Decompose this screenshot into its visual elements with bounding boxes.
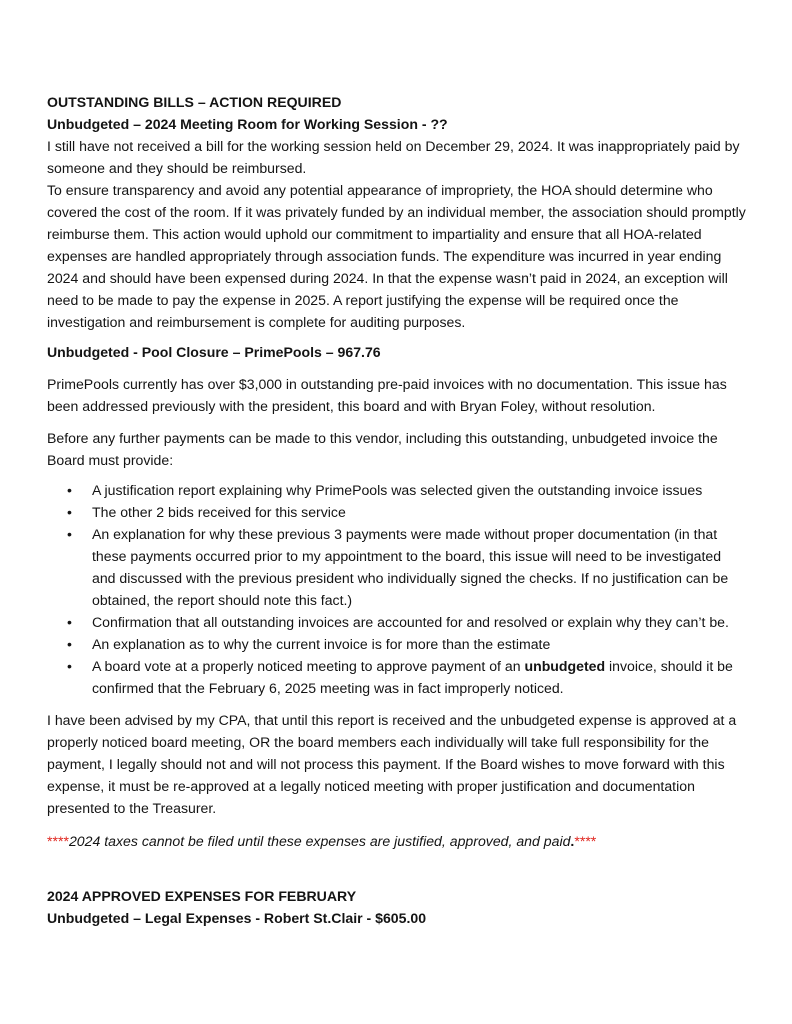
bullet-glyph: • [67,636,72,652]
list-item [47,523,747,611]
meeting-room-paragraph-2: To ensure transparency and avoid any potential appearance of impropriety, the HOA should determine who covered the cost of the room. If it was privately funded by an individual member, the association should promptly reimburse them. This action would uphold our commitment to impartiality and ensure that all HOA-related expenses are handled appropriately through association funds. The expenditure was incurred in year ending 2024 and should have been expensed during 2024. In that the expense wasn’t paid in 2024, an exception will need to be made to pay the expense in 2025. A report justifying the expense will be required once the investigation and reimbursement is complete for auditing purposes. [47,182,746,330]
pool-closure-paragraph-2: Before any further payments can be made to this vendor, including this outstanding, unbudgeted invoice the Board must provide: [47,430,718,468]
bullet-glyph: • [67,504,72,520]
board-requirements-list [47,479,747,699]
list-item-text: An explanation for why these previous 3 payments were made without proper documentation (in that these payments occurred prior to my appointment to the board, this issue will need to be investigated and discussed with the previous president who individually signed the checks. If no justification can be obtained, the report should note this fact.) [92,526,729,608]
list-item [47,611,747,633]
approved-expenses-heading: 2024 APPROVED EXPENSES FOR FEBRUARY [47,888,357,904]
unbudgeted-emphasis: unbudgeted [524,658,606,674]
list-item [47,501,747,523]
list-item-text: Confirmation that all outstanding invoices are accounted for and resolved or explain why they can’t be. [92,614,729,630]
meeting-room-item-title: Unbudgeted – 2024 Meeting Room for Working Session - ?? [47,116,448,132]
tax-filing-note [47,830,747,852]
pool-closure-item-title: Unbudgeted - Pool Closure – PrimePools – 967.76 [47,344,381,360]
list-item-text: A justification report explaining why PrimePools was selected given the outstanding invoice issues [92,482,703,498]
pool-closure-paragraph-1: PrimePools currently has over $3,000 in outstanding pre-paid invoices with no documentation. This issue has been addressed previously with the president, this board and with Bryan Foley, without resolution. [47,376,727,414]
bullet-glyph: • [67,526,72,542]
bullet-glyph: • [67,482,72,498]
note-stars-open: **** [47,833,69,849]
document-page [47,91,747,929]
list-item-text: The other 2 bids received for this service [92,504,346,520]
list-item-text-before: A board vote at a properly noticed meeting to approve payment of an [92,658,525,674]
note-period: . [570,833,575,849]
list-item [47,479,747,501]
legal-expenses-item-title: Unbudgeted – Legal Expenses - Robert St.Clair - $605.00 [47,910,427,926]
list-item [47,633,747,655]
list-item-text: An explanation as to why the current invoice is for more than the estimate [92,636,551,652]
note-text: 2024 taxes cannot be filed until these expenses are justified, approved, and paid [68,833,571,849]
meeting-room-paragraph-1: I still have not received a bill for the working session held on December 29, 2024. It was inappropriately paid by someone and they should be reimbursed. [47,138,740,176]
note-stars-close: **** [574,833,597,849]
cpa-advice-paragraph: I have been advised by my CPA, that until this report is received and the unbudgeted expense is approved at a properly noticed board meeting, OR the board members each individually will take full responsibility for the payment, I legally should not and will not process this payment. If the Board wishes to move forward with this expense, it must be re-approved at a legally noticed meeting with proper justification and documentation presented to the Treasurer. [47,712,737,816]
outstanding-bills-heading: OUTSTANDING BILLS – ACTION REQUIRED [47,94,342,110]
bullet-glyph: • [67,658,72,674]
bullet-glyph: • [67,614,72,630]
list-item-text-after: invoice, should it be confirmed that the February 6, 2025 meeting was in fact improperly noticed. [92,658,733,696]
list-item [47,655,747,699]
